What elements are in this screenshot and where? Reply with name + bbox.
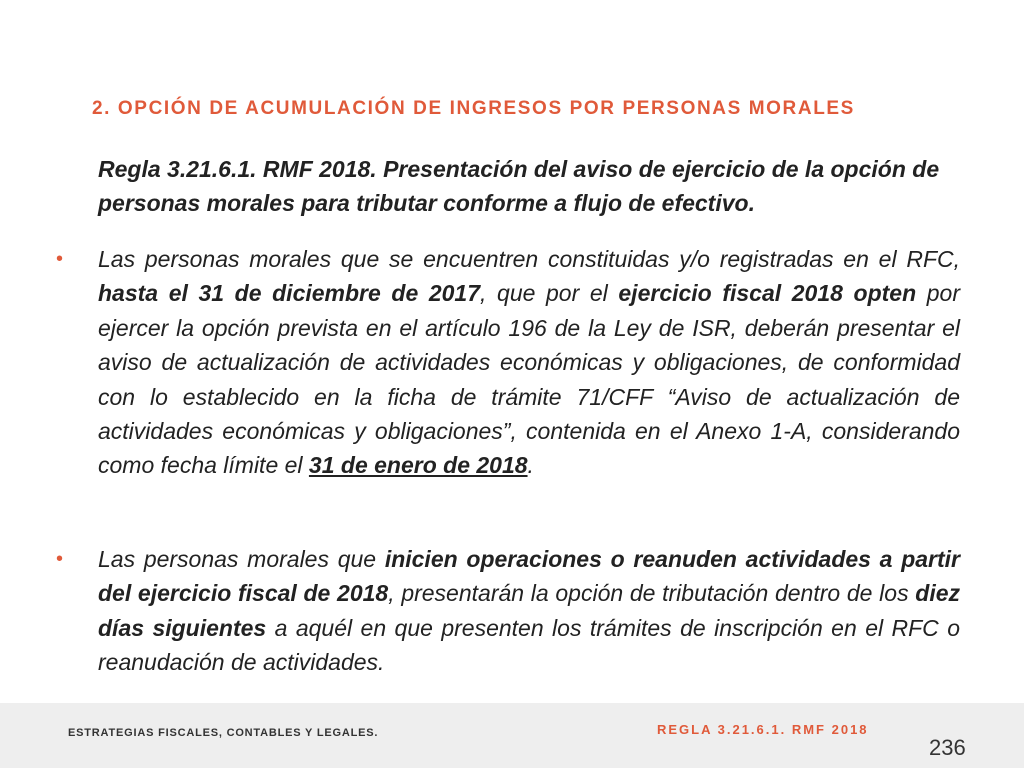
- footer-company: ESTRATEGIAS FISCALES, CONTABLES Y LEGALES.: [68, 727, 379, 739]
- bullet-dot-icon: •: [56, 248, 64, 270]
- bullet-item-2: [56, 542, 961, 680]
- bullet2-bold-1: inicien operaciones o reanuden actividades a partir del ejercicio fiscal de 2018: [98, 546, 960, 607]
- bullet1-text-3: por ejercer la opción prevista en el artículo 196 de la Ley de ISR, deberán presentar el aviso de actualización de actividades económicas y obligaciones, de conformidad con lo establecido en la ficha de trámite 71/CFF “Aviso de actualización de actividades económicas y obligaciones”, contenida en el Anexo 1-A, considerando como fecha límite el: [98, 280, 960, 479]
- bullet-item-1: [56, 242, 960, 483]
- bullet1-text-2: , que por el: [480, 280, 619, 307]
- slide-heading: 2. OPCIÓN DE ACUMULACIÓN DE INGRESOS POR PERSONAS MORALES: [92, 98, 855, 119]
- bullet1-bold-2: ejercicio fiscal 2018 opten: [618, 280, 917, 307]
- footer-rule-ref: REGLA 3.21.6.1. RMF 2018: [657, 722, 869, 737]
- bullet-dot-icon: •: [56, 548, 64, 570]
- footer-bar: [0, 703, 1024, 768]
- bullet1-bold-1: hasta el 31 de diciembre de 2017: [98, 280, 481, 307]
- bullet2-text-3: a aquél en que presenten los trámites de inscripción en el RFC o reanudación de actividades.: [98, 614, 960, 676]
- bullet2-bold-2: diez días siguientes: [98, 580, 961, 641]
- bullet2-text-2: , presentarán la opción de tributación dentro de los: [388, 580, 916, 607]
- page-number: 236: [929, 735, 966, 760]
- bullet2-text-1: Las personas morales que: [98, 546, 385, 572]
- rule-subtitle: Regla 3.21.6.1. RMF 2018. Presentación del aviso de ejercicio de la opción de personas morales para tributar conforme a flujo de efectivo.: [98, 156, 940, 216]
- bullet1-deadline: 31 de enero de 2018: [308, 452, 528, 479]
- bullet1-text-4: .: [527, 452, 534, 479]
- bullet1-text-1: Las personas morales que se encuentren constituidas y/o registradas en el RFC,: [98, 246, 960, 272]
